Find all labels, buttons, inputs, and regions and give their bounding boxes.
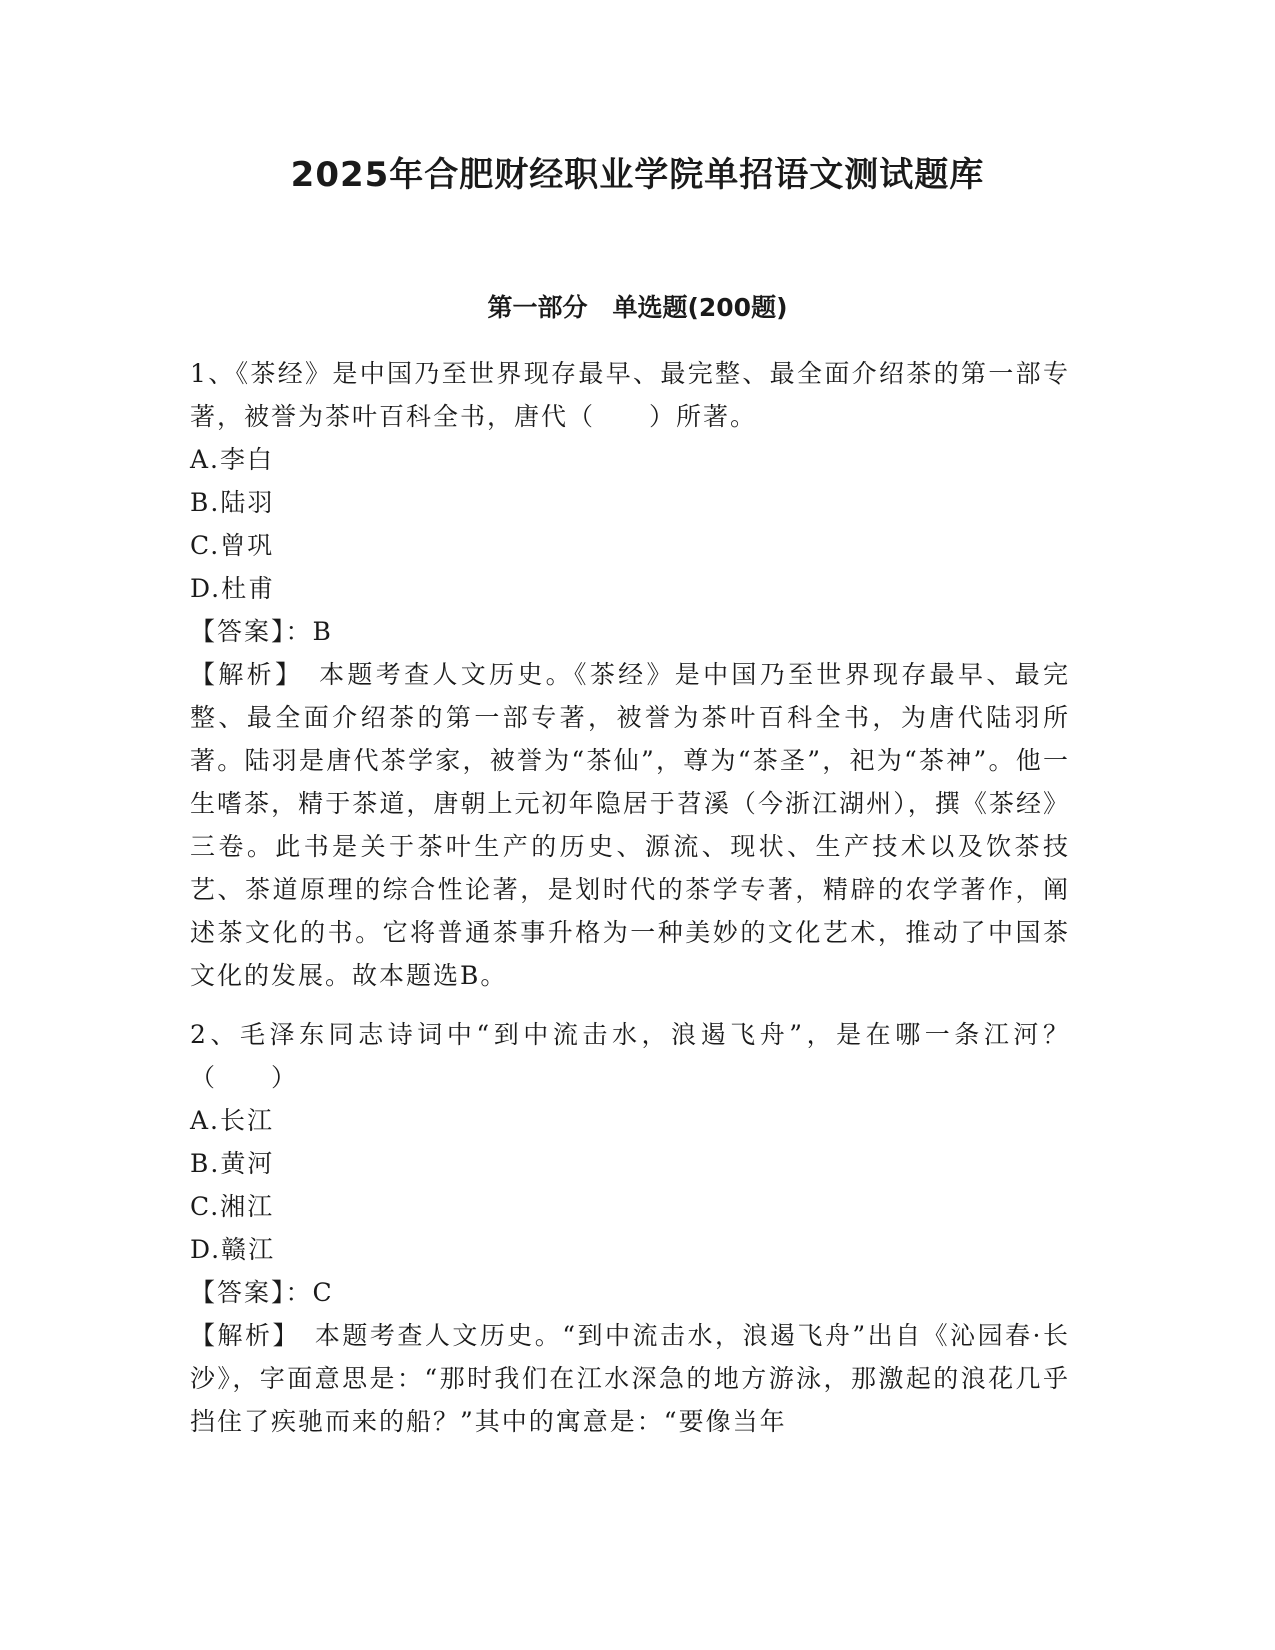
option-b: B.陆羽 bbox=[190, 488, 275, 517]
question-item bbox=[190, 1013, 1070, 1443]
option-a: A.长江 bbox=[190, 1106, 275, 1135]
option-c: C.曾巩 bbox=[190, 531, 275, 560]
explanation bbox=[190, 653, 1070, 997]
document-title: 2025年合肥财经职业学院单招语文测试题库 bbox=[290, 155, 985, 195]
option-b: B.黄河 bbox=[190, 1149, 275, 1178]
question-list bbox=[190, 352, 1070, 1443]
section-title: 第一部分 单选题(200题) bbox=[487, 293, 788, 322]
explanation-text: 本题考查人文历史。“到中流击水，浪遏飞舟”出自《沁园春·长沙》，字面意思是：“那时我们在江水深急的地方游泳，那激起的浪花几乎挡住了疾驰而来的船？”其中的寓意是：“要像当年 bbox=[190, 1321, 1070, 1436]
explanation bbox=[190, 1314, 1070, 1443]
explanation-label: 【解析】 bbox=[190, 1321, 315, 1350]
option-d: D.杜甫 bbox=[190, 574, 276, 603]
option-c: C.湘江 bbox=[190, 1192, 275, 1221]
explanation-label: 【解析】 bbox=[190, 660, 320, 689]
question-item bbox=[190, 352, 1070, 997]
explanation-text: 本题考查人文历史。《茶经》是中国乃至世界现存最早、最完整、最全面介绍茶的第一部专著，被誉为茶叶百科全书，为唐代陆羽所著。陆羽是唐代茶学家，被誉为“茶仙”，尊为“茶圣”，祀为“茶神”。他一生嗜茶，精于茶道，唐朝上元初年隐居于苕溪（今浙江湖州），撰《茶经》三卷。此书是关于茶叶生产的历史、源流、现状、生产技术以及饮茶技艺、茶道原理的综合性论著，是划时代的茶学专著，精辟的农学著作，阐述茶文化的书。它将普通茶事升格为一种美妙的文化艺术，推动了中国茶文化的发展。故本题选B。 bbox=[190, 660, 1070, 990]
answer-line bbox=[190, 1271, 1070, 1314]
answer-value: C bbox=[312, 1278, 334, 1307]
answer-line bbox=[190, 610, 1070, 653]
option-a: A.李白 bbox=[190, 445, 275, 474]
option-d: D.赣江 bbox=[190, 1235, 276, 1264]
answer-value: B bbox=[312, 617, 333, 646]
question-stem: 2、毛泽东同志诗词中“到中流击水，浪遏飞舟”，是在哪一条江河？（ ） bbox=[190, 1020, 1070, 1092]
question-stem: 1、《茶经》是中国乃至世界现存最早、最完整、最全面介绍茶的第一部专著，被誉为茶叶百科全书，唐代（ ）所著。 bbox=[190, 359, 1070, 431]
answer-label: 【答案】： bbox=[190, 617, 313, 646]
answer-label: 【答案】： bbox=[190, 1278, 313, 1307]
